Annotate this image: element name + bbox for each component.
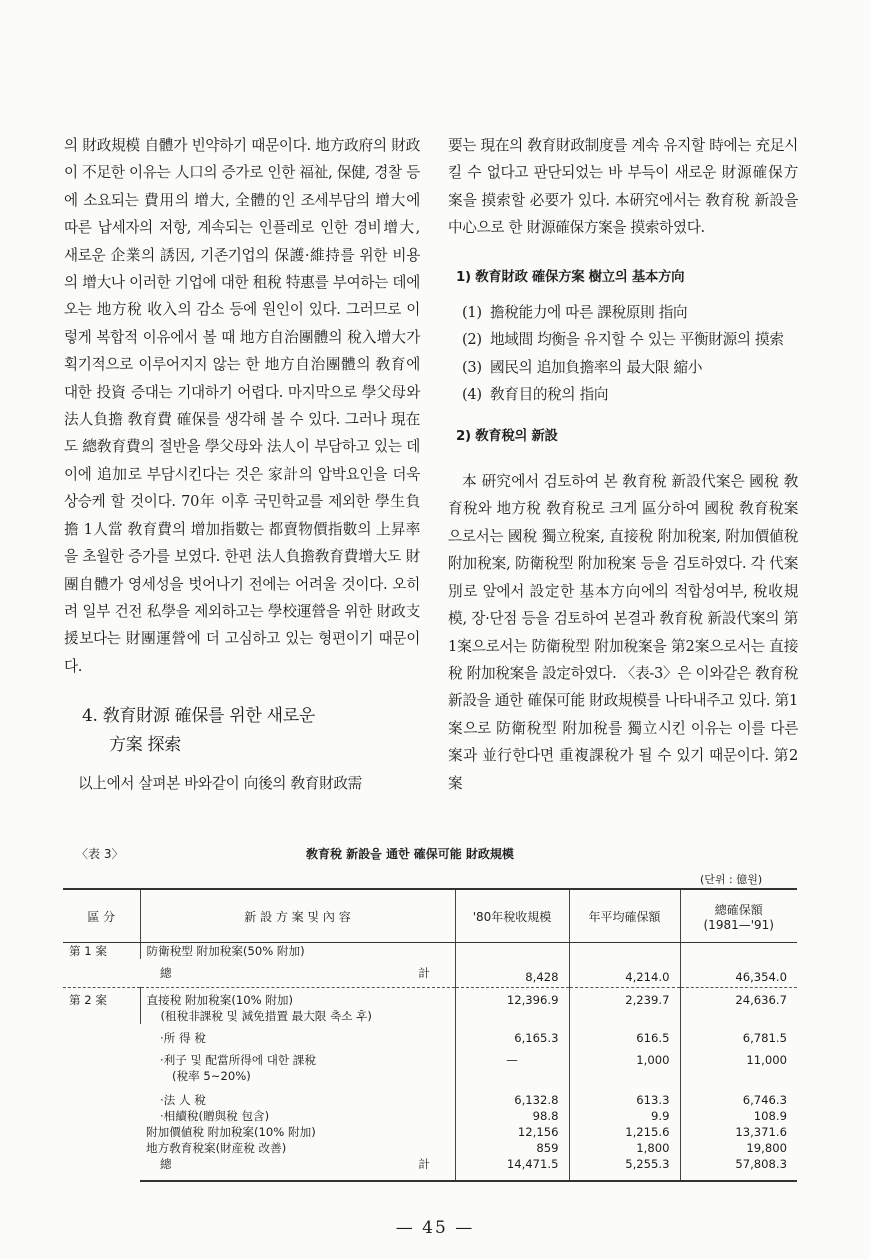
row-content-sub: (租稅非課稅 및 減免措置 最大限 축소 후) [160, 1009, 372, 1023]
table-label: 〈表 3〉 [76, 847, 124, 861]
row-content-main: ·所 得 稅 [160, 1031, 206, 1045]
table-header-row [63, 889, 797, 943]
basic-direction-list [448, 299, 798, 409]
row-content-main: 直接稅 附加稅案(10% 附加) [146, 993, 294, 1007]
row-content-main: ·相續稅(贈與稅 包含) [160, 1109, 270, 1123]
table-row [63, 1108, 797, 1124]
total-label-a: 總 [160, 966, 172, 980]
list-item [462, 299, 798, 326]
list-item-text: 地域間 均衡을 유지할 수 있는 平衡財源의 摸索 [490, 331, 784, 349]
header-total-sub: (1981—'91) [703, 917, 774, 932]
row-revenue [455, 943, 569, 960]
row-total: 108.9 [680, 1108, 797, 1124]
row-total: 46,354.0 [680, 959, 797, 988]
list-item-text: 擔稅能力에 따른 課稅原則 指向 [490, 304, 688, 322]
row-content [140, 1084, 455, 1108]
table-row [63, 959, 797, 988]
row-revenue: — [455, 1046, 569, 1084]
list-item-number: (4) [462, 386, 482, 404]
row-content-main: ·法 人 稅 [160, 1093, 206, 1107]
section-title-line1: 4. 敎育財源 確保를 위한 새로운 [82, 706, 315, 727]
left-paragraph-2: 以上에서 살펴본 바와같이 向後의 敎育財政需 [78, 775, 362, 793]
row-annual: 1,000 [569, 1046, 680, 1084]
list-item [462, 326, 798, 353]
row-total: 57,808.3 [680, 1156, 797, 1181]
row-annual: 5,255.3 [569, 1156, 680, 1181]
left-paragraph-1: 의 財政規模 自體가 빈약하기 때문이다. 地方政府의 財政이 不足한 이유는 人口의 증가로 인한 福祉, 保健, 경찰 등에 소요되는 費用의 增大, 全體的인 조세부담의 增大에 따른 납세자의 저항, 계속되는 인플레로 인한 경비增大, 새로운 企業의 誘因, 기존기업의 保護·維持를 위한 비용의 增大나 이러한 기업에 대한 租稅 特惠를 부여하는 데에 오는 地方稅 收入의 감소 등에 원인이 있다. 그러므로 이렇게 복합적 이유에서 볼 때 地方自治團體의 稅入增大가 획기적으로 이루어지지 않는 한 地方自治團體의 敎育에 대한 投資 증대는 기대하기 어렵다. 마지막으로 學父母와 法人負擔 敎育費 確保를 생각해 볼 수 있다. 그러나 現在도 總敎育費의 절반을 學父母와 法人이 부담하고 있는 데 이에 追加로 부담시킨다는 것은 家計의 압박요인을 더욱 상승케 할 것이다. 70年 이후 국민학교를 제외한 學生負擔 1人當 敎育費의 增加指數는 都賣物價指數의 上昇率을 초월한 증가를 보였다. 한편 法人負擔敎育費增大도 財團自體가 영세성을 벗어나기 전에는 어려울 것이다. 오히려 일부 건전 私學을 제외하고는 學校運營을 위한 財政支援보다는 財團運營에 더 고심하고 있는 형편이기 때문이다. [64, 137, 420, 675]
total-label-b: 計 [418, 966, 430, 980]
row-annual: 1,800 [569, 1140, 680, 1156]
row-content-main: ·利子 및 配當所得에 대한 課稅 [160, 1053, 316, 1067]
list-item-number: (1) [462, 304, 482, 322]
list-item-text: 國民의 追加負擔率의 最大限 縮小 [490, 358, 703, 376]
row-content: 附加價値稅 附加稅案(10% 附加) [146, 1125, 316, 1139]
row-annual: 616.5 [569, 1024, 680, 1046]
header-gubun: 區 分 [63, 889, 140, 943]
table-title: 敎育稅 新設을 通한 確保可能 財政規模 [306, 847, 514, 861]
list-item [462, 381, 798, 408]
row-revenue: 12,156 [455, 1124, 569, 1140]
header-total [680, 889, 797, 943]
row-total: 13,371.6 [680, 1124, 797, 1140]
section-title [82, 702, 420, 760]
table-row [63, 1156, 797, 1181]
row-annual [569, 943, 680, 960]
table-row [63, 1084, 797, 1108]
row-content [140, 959, 455, 988]
row-annual: 2,239.7 [569, 988, 680, 1025]
right-paragraph-1: 要는 現在의 敎育財政制度를 계속 유지할 時에는 充足시킬 수 없다고 판단되었는 바 부득이 새로운 財源確保方案을 摸索할 必要가 있다. 本硏究에서는 敎育稅 新設을 中心으로 한 財源確保方案을 摸索하였다. [448, 137, 798, 237]
row-content [140, 988, 455, 1025]
list-item-number: (2) [462, 331, 482, 349]
row-revenue: 6,165.3 [455, 1024, 569, 1046]
row-content: 地方敎育稅案(財産稅 改善) [146, 1141, 287, 1155]
row-content-sub: (稅率 5~20%) [172, 1069, 251, 1083]
case2-label: 第 2 案 [63, 988, 140, 1182]
row-annual: 4,214.0 [569, 959, 680, 988]
table-row [63, 1046, 797, 1084]
row-revenue: 6,132.8 [455, 1084, 569, 1108]
subsection-heading-2: 2) 敎育稅의 新設 [456, 428, 558, 444]
row-total [680, 943, 797, 960]
case1-label: 第 1 案 [69, 944, 107, 958]
row-revenue: 14,471.5 [455, 1156, 569, 1181]
row-content [140, 1108, 455, 1124]
row-total: 6,746.3 [680, 1084, 797, 1108]
financing-table [63, 888, 797, 1182]
row-total: 19,800 [680, 1140, 797, 1156]
right-paragraph-2: 本 硏究에서 검토하여 본 敎育稅 新設代案은 國稅 敎育稅와 地方稅 敎育稅로 크게 區分하여 國稅 敎育稅案으로서는 國稅 獨立稅案, 直接稅 附加稅案, 附加價値稅 附加稅案, 防衛稅型 附加稅案 등을 검토하였다. 각 代案別로 앞에서 設定한 基本方向에의 적합성여부, 稅收規模, 장·단점 등을 검토하여 본결과 敎育稅 新設代案의 第1案으로서는 防衛稅型 附加稅案을 第2案으로서는 直接稅 附加稅案을 設定하였다. 〈表-3〉은 이와같은 敎育稅 新設을 通한 確保可能 財政規模를 나타내주고 있다. 第1案으로 防衛稅型 附加稅를 獨立시킨 이유는 이를 다른 案과 並行한다면 重複課稅가 될 수 있기 때문이다. 第2案 [448, 473, 798, 792]
total-label-b: 計 [418, 1157, 430, 1171]
section-title-line2: 方案 探索 [109, 735, 181, 756]
subsection-heading-1: 1) 敎育財政 確保方案 樹立의 基本方向 [456, 269, 685, 285]
right-column [448, 132, 798, 797]
page-number: — 45 — [395, 1218, 475, 1238]
total-label-a: 總 [160, 1157, 172, 1171]
row-annual: 1,215.6 [569, 1124, 680, 1140]
table-row [63, 1124, 797, 1140]
row-revenue: 859 [455, 1140, 569, 1156]
table-row [63, 1140, 797, 1156]
table-unit: (단위 : 億원) [700, 873, 763, 886]
row-revenue: 8,428 [455, 959, 569, 988]
table-row [63, 988, 797, 1025]
row-revenue: 12,396.9 [455, 988, 569, 1025]
table-row [63, 943, 797, 960]
row-annual: 613.3 [569, 1084, 680, 1108]
header-annual: 年平均確保額 [569, 889, 680, 943]
header-content: 新 設 方 案 및 內 容 [140, 889, 455, 943]
header-revenue: '80年稅收規模 [455, 889, 569, 943]
row-content: 防衛稅型 附加稅案(50% 附加) [140, 943, 455, 960]
header-total-main: 總確保額 [714, 902, 763, 917]
table-row [63, 1024, 797, 1046]
list-item-number: (3) [462, 358, 482, 376]
row-content [140, 1046, 455, 1084]
row-total: 6,781.5 [680, 1024, 797, 1046]
row-total: 11,000 [680, 1046, 797, 1084]
row-revenue: 98.8 [455, 1108, 569, 1124]
row-total: 24,636.7 [680, 988, 797, 1025]
row-content [140, 1024, 455, 1046]
list-item-text: 敎育目的稅의 指向 [490, 386, 609, 404]
row-annual: 9.9 [569, 1108, 680, 1124]
row-content [140, 1156, 455, 1181]
left-column [64, 132, 420, 798]
list-item [462, 354, 798, 381]
